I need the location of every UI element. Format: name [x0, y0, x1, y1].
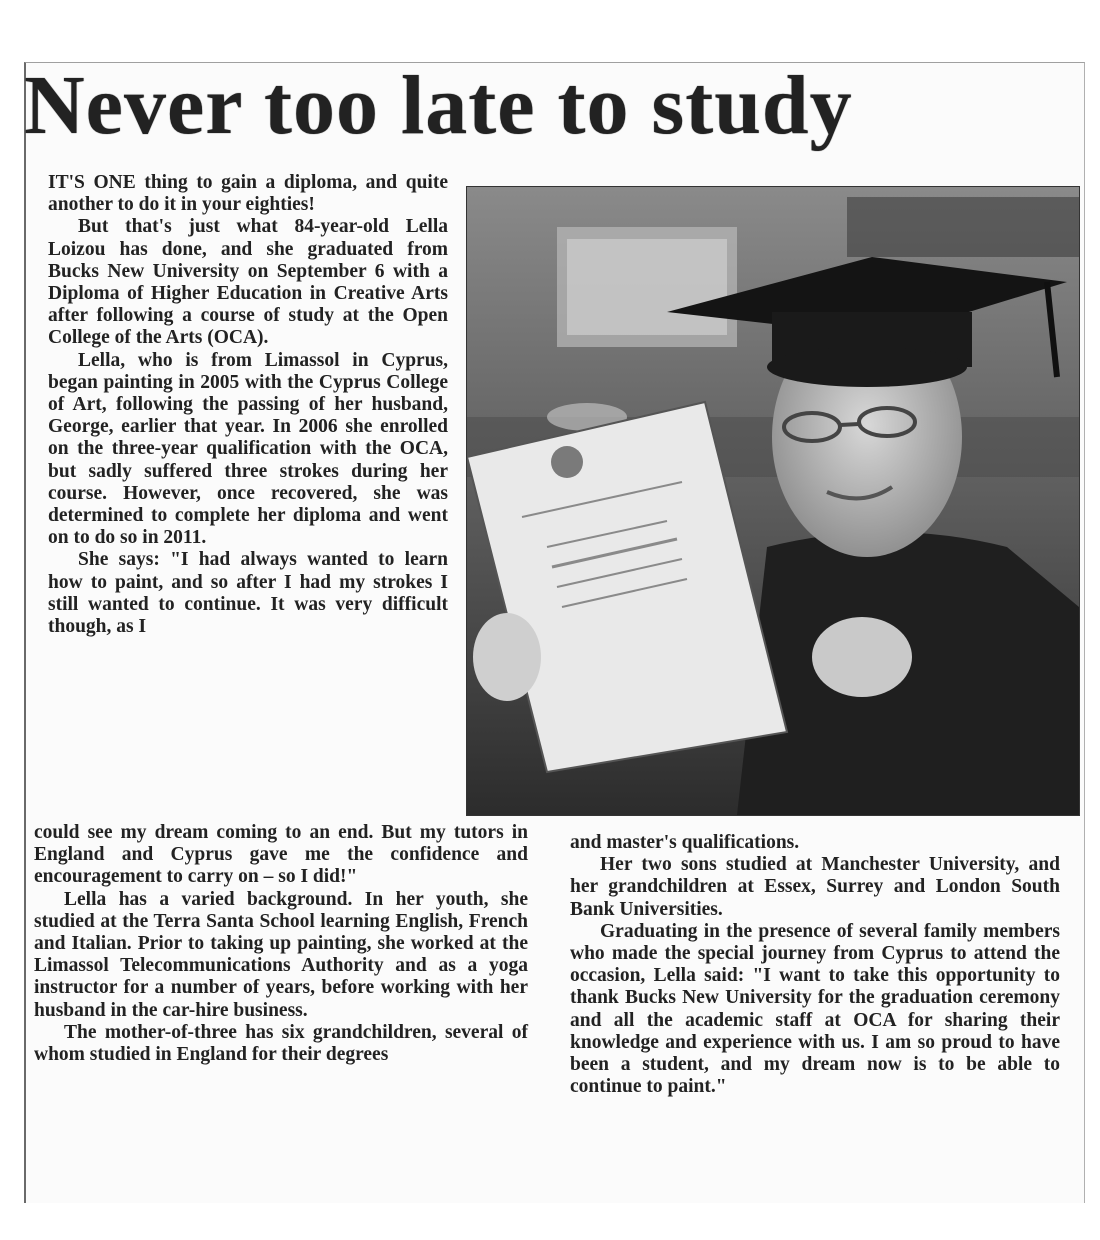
article-column-right: [570, 832, 1060, 1098]
article-paragraph: IT'S ONE thing to gain a diploma, and quite another to do it in your eighties!: [48, 172, 448, 216]
article-paragraph: Her two sons studied at Manchester University, and her grandchildren at Essex, Surrey and London South Bank Universities.: [570, 854, 1060, 920]
article-column-left-top: [48, 172, 448, 638]
photo-illustration: [467, 187, 1079, 815]
headline: Never too late to study: [24, 59, 853, 152]
article-paragraph: Lella, who is from Limassol in Cyprus, began painting in 2005 with the Cyprus College of Art, following the passing of her husband, George, earlier that year. In 2006 she enrolled on the three-year qualification with the OCA, but sadly suffered three strokes during her course. However, once recovered, she was determined to complete her diploma and went on to do so in 2011.: [48, 349, 448, 549]
article-paragraph: She says: "I had always wanted to learn how to paint, and so after I had my strokes I still wanted to continue. It was very difficult though, as I: [48, 549, 448, 638]
article-paragraph: could see my dream coming to an end. But my tutors in England and Cyprus gave me the confidence and encouragement to carry on – so I did!": [34, 822, 528, 888]
article-paragraph: and master's qualifications.: [570, 832, 800, 853]
article-paragraph: But that's just what 84-year-old Lella Loizou has done, and she graduated from Bucks New University on September 6 with a Diploma of Higher Education in Creative Arts after following a course of study at the Open College of the Arts (OCA).: [48, 216, 448, 349]
article-column-left-bottom: [34, 822, 528, 1066]
article-paragraph: The mother-of-three has six grandchildren, several of whom studied in England for their degrees: [34, 1021, 528, 1066]
article-paragraph: Graduating in the presence of several family members who made the special journey from Cyprus to attend the occasion, Lella said: "I want to take this opportunity to thank Bucks New University for the graduation ceremony and all the academic staff at OCA for sharing their knowledge and experience with us. I am so proud to have been a student, and my dream now is to be able to continue to paint.": [570, 920, 1060, 1098]
article-paragraph: Lella has a varied background. In her youth, she studied at the Terra Santa School learning English, French and Italian. Prior to taking up painting, she worked at the Limassol Telecommunications Authority and as a yoga instructor for a number of years, before working with her husband in the car-hire business.: [34, 888, 528, 1021]
graduate-photo: [466, 186, 1080, 816]
